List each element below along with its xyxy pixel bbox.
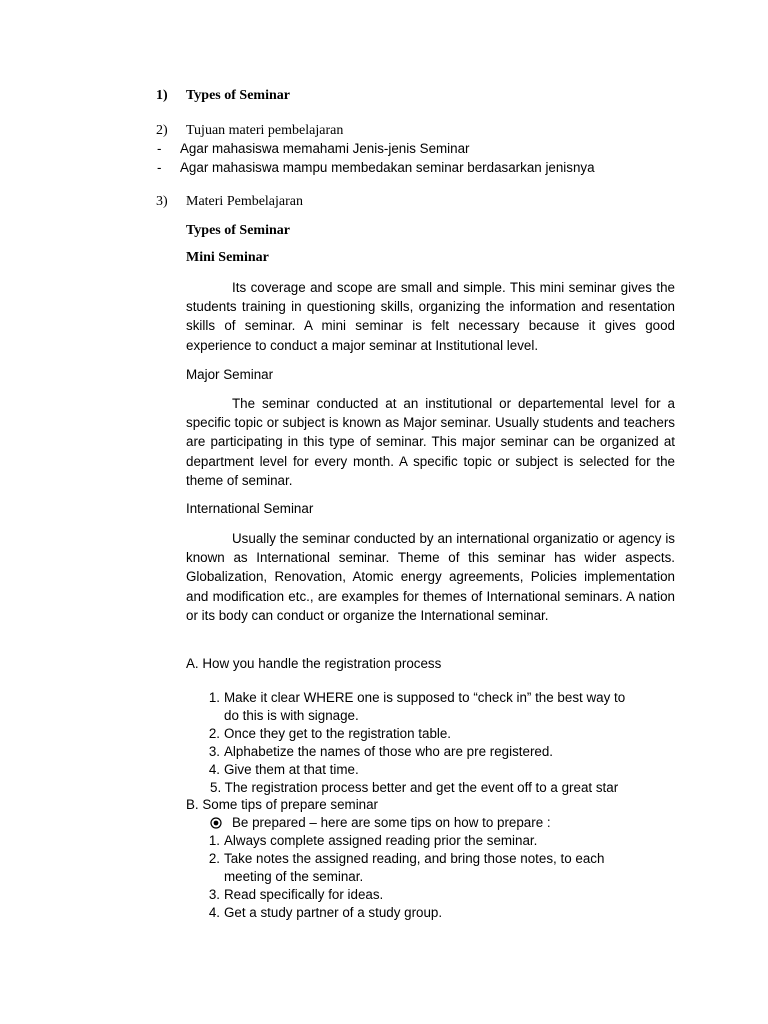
types-heading: Types of Seminar	[186, 223, 290, 238]
list-item: Give them at that time.	[224, 762, 359, 777]
section-1-title: Types of Seminar	[186, 88, 290, 103]
target-bullet-icon	[210, 816, 222, 828]
list-number: 3.	[208, 744, 220, 759]
tips-list	[200, 833, 680, 923]
tips-bullet-text: Be prepared – here are some tips on how to prepare :	[232, 815, 551, 830]
registration-heading: A. How you handle the registration process	[186, 656, 442, 671]
list-number: 1.	[208, 833, 220, 848]
major-seminar-heading: Major Seminar	[186, 367, 274, 382]
international-seminar-text: Usually the seminar conducted by an international organizatio or agency is known as International seminar. Theme of this seminar has wider aspects. Globalization, Renovation, Atomic energy agreements, Policies implementation and modification etc., are examples for themes of International seminars. A nation or its body can conduct or organize the International seminar.	[186, 531, 675, 623]
list-number: 4.	[208, 905, 220, 920]
mini-seminar-heading: Mini Seminar	[186, 250, 269, 265]
list-number: 1.	[208, 690, 220, 705]
list-number: 3.	[208, 887, 220, 902]
list-item: Always complete assigned reading prior the seminar.	[224, 833, 538, 848]
section-2-number: 2)	[156, 123, 168, 138]
list-item: Take notes the assigned reading, and bring those notes, to each	[224, 851, 605, 866]
tips-heading: B. Some tips of prepare seminar	[186, 797, 379, 812]
registration-item-5: 5. The registration process better and get the event off to a great star	[210, 780, 619, 795]
mini-seminar-text: Its coverage and scope are small and simple. This mini seminar gives the students training in questioning skills, organizing the information and resentation skills of seminar. A mini seminar is felt necessary because it gives good experience to conduct a major seminar at Institutional level.	[186, 280, 675, 353]
registration-list	[200, 690, 680, 780]
list-item-continuation: meeting of the seminar.	[224, 869, 364, 884]
list-item-continuation: do this is with signage.	[224, 708, 359, 723]
section-3-title: Materi Pembelajaran	[186, 194, 304, 209]
section-3-number: 3)	[156, 194, 168, 209]
objective-dash: -	[157, 141, 162, 156]
list-number: 2.	[208, 851, 220, 866]
list-item: Make it clear WHERE one is supposed to “check in” the best way to	[224, 690, 626, 705]
major-seminar-text: The seminar conducted at an institutional or departemental level for a specific topic or subject is known as Major seminar. Usually students and teachers are participating in this type of seminar. This major seminar can be organized at department level for every month. A specific topic or subject is selected for the theme of seminar.	[186, 396, 675, 488]
list-item: Alphabetize the names of those who are pre registered.	[224, 744, 554, 759]
list-item: Once they get to the registration table.	[224, 726, 452, 741]
objective-item: Agar mahasiswa memahami Jenis-jenis Seminar	[180, 141, 470, 156]
objective-dash: -	[157, 160, 162, 175]
international-seminar-heading: International Seminar	[186, 501, 314, 516]
list-item: Get a study partner of a study group.	[224, 905, 443, 920]
list-item: Read specifically for ideas.	[224, 887, 384, 902]
list-number: 4.	[208, 762, 220, 777]
section-1-number: 1)	[156, 88, 168, 103]
section-2-title: Tujuan materi pembelajaran	[186, 123, 344, 138]
objective-item: Agar mahasiswa mampu membedakan seminar berdasarkan jenisnya	[180, 160, 595, 175]
list-number: 2.	[208, 726, 220, 741]
